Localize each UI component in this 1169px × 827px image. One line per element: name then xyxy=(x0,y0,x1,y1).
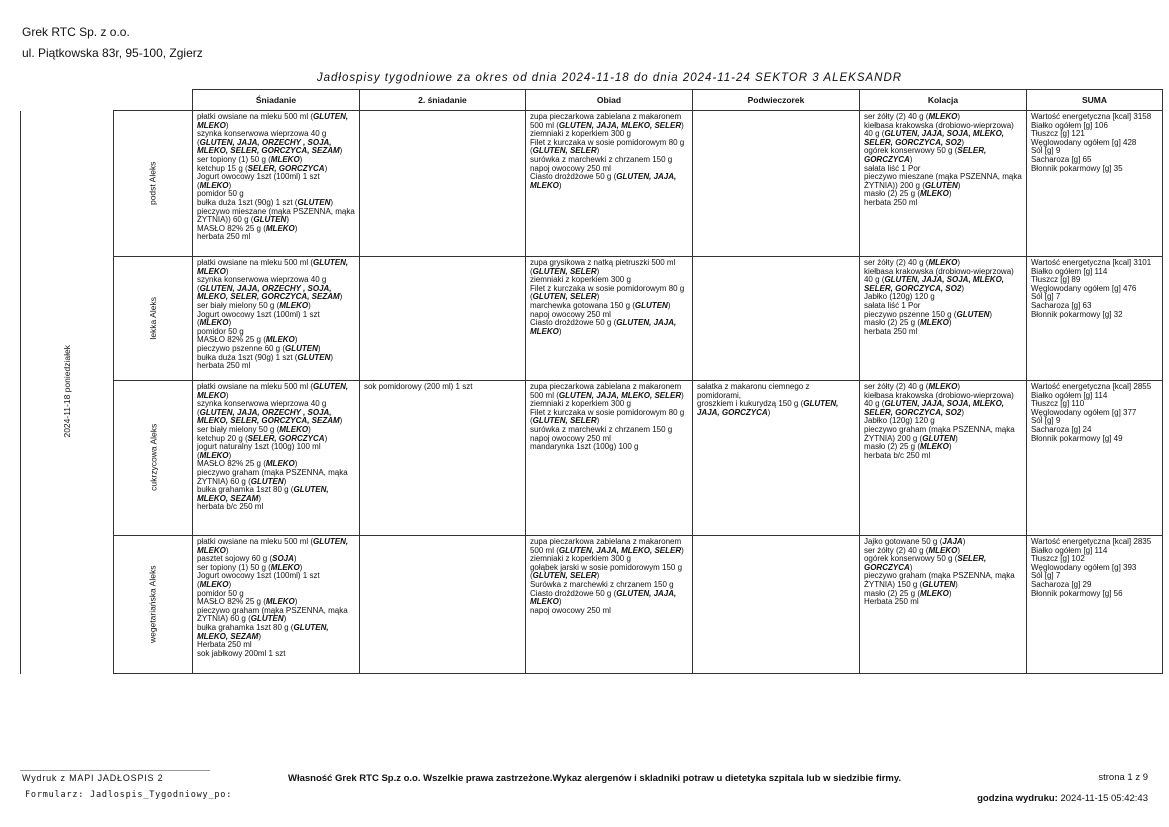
menu-line: szynka konserwowa wieprzowa 40 g xyxy=(196,275,327,285)
menu-line: (GLUTEN, SELER) xyxy=(529,146,600,156)
menu-line: Filet z kurczaka w sosie pomidorowym 80 g xyxy=(529,283,685,293)
menu-line: Sól [g] 7 xyxy=(1030,292,1061,302)
menu-line: sok pomidorowy (200 ml) 1 szt xyxy=(363,382,473,391)
menu-line: Błonnik pokarmowy [g] 56 xyxy=(1030,588,1123,598)
menu-line: Błonnik pokarmowy [g] 49 xyxy=(1030,433,1123,443)
menu-line: 500 ml (GLUTEN, JAJA, MLEKO, SELER) xyxy=(529,390,684,400)
menu-line: szynka konserwowa wieprzowa 40 g xyxy=(196,399,327,409)
menu-line: ŻYTNIA)) 60 g (GLUTEN) xyxy=(196,215,289,225)
meal-kolacja xyxy=(859,257,1026,381)
menu-line: ŻYTNIA) 200 g (GLUTEN) xyxy=(863,433,958,443)
menu-line: pomidor 50 g xyxy=(196,189,244,199)
menu-line: bułka duża 1szt (90g) 1 szt (GLUTEN) xyxy=(196,197,334,207)
menu-line: masło (2) 25 g (MLEKO) xyxy=(863,189,952,199)
menu-line: MLEKO) xyxy=(196,266,229,276)
menu-line: MLEKO) xyxy=(529,597,562,607)
menu-line: (GLUTEN, SELER) xyxy=(529,416,600,426)
diet-cell xyxy=(114,111,193,257)
menu-line: MLEKO) xyxy=(196,120,229,130)
menu-line: Błonnik pokarmowy [g] 35 xyxy=(1030,163,1123,173)
diet-name: podst Aleks xyxy=(147,161,158,205)
menu-line: MLEKO) xyxy=(196,390,229,400)
menu-line: masło (2) 25 g (MLEKO) xyxy=(863,318,952,328)
menu-line: Tłuszcz [g] 89 xyxy=(1030,275,1081,285)
menu-line: ŻYTNIA) 60 g (GLUTEN) xyxy=(196,614,287,624)
menu-table xyxy=(20,89,1163,674)
menu-line: SELER, GORCZYCA, SO2) xyxy=(863,283,964,293)
menu-line: Białko ogółem [g] 106 xyxy=(1030,120,1108,130)
diet-cell xyxy=(114,536,193,674)
menu-line: pieczywo pszenne 60 g (GLUTEN) xyxy=(196,343,321,353)
menu-line: 40 g (GLUTEN, JAJA, SOJA, MLEKO, xyxy=(863,129,1005,139)
meal-suma xyxy=(1026,536,1162,674)
menu-line: herbata b/c 250 ml xyxy=(863,450,931,460)
meal-drugie-sniadanie xyxy=(359,381,525,536)
menu-line: bułka grahamka 1szt 80 g (GLUTEN, xyxy=(196,485,329,495)
menu-line: SELER, GORCZYCA, SO2) xyxy=(863,137,964,147)
company-name: Grek RTC Sp. z o.o. xyxy=(22,25,130,39)
menu-line: MASŁO 82% 25 g (MLEKO) xyxy=(196,223,298,233)
menu-line: herbata 250 ml xyxy=(196,361,251,371)
menu-line: GORCZYCA) xyxy=(863,154,913,164)
meal-obiad xyxy=(525,381,692,536)
menu-line: SELER, GORCZYCA, SO2) xyxy=(863,407,964,417)
menu-line: Białko ogółem [g] 114 xyxy=(1030,545,1108,555)
menu-line: pasztet sojowy 60 g (SOJA) xyxy=(196,554,297,564)
menu-line: pieczywo pszenne 150 g (GLUTEN) xyxy=(863,309,993,319)
menu-line: ziemniaki z koperkiem 300 g xyxy=(529,554,631,564)
column-header-kolacja: Kolacja xyxy=(859,90,1026,111)
menu-line: ŻYTNIA) 150 g (GLUTEN) xyxy=(863,579,958,589)
meal-podwieczorek xyxy=(692,111,859,257)
meal-suma xyxy=(1026,111,1162,257)
menu-line: ŻYTNIA)) 200 g (GLUTEN) xyxy=(863,180,961,190)
column-header-suma: SUMA xyxy=(1026,90,1162,111)
menu-line: Filet z kurczaka w sosie pomidorowym 80 g xyxy=(529,137,685,147)
menu-line: zupa pieczarkowa zabielana z makaronem xyxy=(529,112,682,121)
meal-obiad xyxy=(525,257,692,381)
menu-line: ser żółty (2) 40 g (MLEKO) xyxy=(863,545,960,555)
menu-line: płatki owsiane na mleku 500 ml (GLUTEN, xyxy=(196,258,349,267)
menu-line: ketchup 15 g (SELER, GORCZYCA) xyxy=(196,163,328,173)
menu-line: Jogurt owocowy 1szt (100ml) 1 szt (MLEKO) xyxy=(196,309,320,328)
menu-line: (MLEKO) xyxy=(196,450,232,460)
footer-source: Wydruk z MAPI JADŁOSPIS 2 xyxy=(22,773,164,783)
menu-line: herbata 250 ml xyxy=(863,197,918,207)
diet-name: cukrzycowa Aleks xyxy=(147,423,158,492)
meal-kolacja xyxy=(859,111,1026,257)
menu-line: MLEKO, SELER, GORCZYCA, SEZAM) xyxy=(196,416,343,426)
menu-line: sałatka z makaronu ciemnego z pomidorami, xyxy=(696,382,810,400)
menu-line: płatki owsiane na mleku 500 ml (GLUTEN, xyxy=(196,382,349,391)
menu-line: Sól [g] 7 xyxy=(1030,571,1061,581)
meal-podwieczorek xyxy=(692,257,859,381)
diet-row xyxy=(21,536,1163,674)
menu-line: ogórek konserwowy 50 g (SELER, xyxy=(863,554,987,564)
menu-line: Sacharoza [g] 65 xyxy=(1030,154,1092,164)
menu-line: Surówka z marchewki z chrzanem 150 g xyxy=(529,579,674,589)
menu-line: Herbata 250 ml xyxy=(863,597,919,607)
diet-cell xyxy=(114,381,193,536)
menu-line: MLEKO, SEZAM) xyxy=(196,631,261,641)
menu-line: Jabłko (120g) 120 g xyxy=(863,292,935,302)
menu-line: napoj owocowy 250 ml xyxy=(529,163,611,173)
menu-line: Tłuszcz [g] 102 xyxy=(1030,554,1085,564)
header-blank xyxy=(21,90,114,111)
print-time-value: 2024-11-15 05:42:43 xyxy=(1060,793,1148,804)
menu-line: Tłuszcz [g] 121 xyxy=(1030,129,1085,139)
footer-form: Formularz: Jadlospis_Tygodniowy_po: xyxy=(25,790,233,800)
menu-line: Jabłko (120g) 120 g xyxy=(863,416,935,426)
menu-line: Sacharoza [g] 24 xyxy=(1030,424,1092,434)
menu-line: JAJA, GORCZYCA) xyxy=(696,407,771,417)
menu-line: ziemniaki z koperkiem 300 g xyxy=(529,399,631,409)
meal-obiad xyxy=(525,111,692,257)
diet-name: lekka Aleks xyxy=(147,296,158,340)
menu-line: (GLUTEN, SELER) xyxy=(529,571,600,581)
menu-line: (GLUTEN, JAJA, ORZECHY , SOJA, xyxy=(196,283,332,293)
menu-line: sałata liść 1 Por xyxy=(863,163,921,173)
menu-line: Węglowodany ogółem [g] 476 xyxy=(1030,283,1137,293)
menu-line: MLEKO) xyxy=(529,180,562,190)
menu-line: ŻYTNIA) 60 g (GLUTEN) xyxy=(196,476,287,486)
menu-line: (GLUTEN, JAJA, ORZECHY , SOJA, xyxy=(196,407,332,417)
diet-row xyxy=(21,381,1163,536)
meal-drugie-sniadanie xyxy=(359,257,525,381)
menu-line: Jajko gotowane 50 g (JAJA) xyxy=(863,537,966,546)
diet-cell xyxy=(114,257,193,381)
menu-line: MASŁO 82% 25 g (MLEKO) xyxy=(196,459,298,469)
menu-line: napoj owocowy 250 ml xyxy=(529,309,611,319)
header-row xyxy=(21,90,1163,111)
company-address: ul. Piątkowska 83r, 95-100, Zgierz xyxy=(22,46,203,60)
menu-line: zupa grysikowa z natką pietruszki 500 ml xyxy=(529,258,676,267)
column-header-obiad: Obiad xyxy=(525,90,692,111)
meal-sniadanie xyxy=(192,381,359,536)
print-time xyxy=(977,793,1148,804)
column-header-drugie-sniadanie: 2. śniadanie xyxy=(359,90,525,111)
menu-line: gołąbek jarski w sosie pomidorowym 150 g xyxy=(529,562,683,572)
menu-line: ser żółty (2) 40 g (MLEKO) xyxy=(863,382,960,391)
menu-line: ogórek konserwowy 50 g (SELER, xyxy=(863,146,987,156)
menu-line: MLEKO, SELER, GORCZYCA, SEZAM) xyxy=(196,292,343,302)
menu-line: Jogurt owocowy 1szt (100ml) 1 szt (MLEKO) xyxy=(196,571,320,589)
footer-divider xyxy=(20,770,210,771)
menu-line: bułka duża 1szt (90g) 1 szt (GLUTEN) xyxy=(196,352,334,362)
menu-line: Wartość energetyczna [kcal] 2835 xyxy=(1030,537,1152,546)
menu-line: Wartość energetyczna [kcal] 3101 xyxy=(1030,258,1152,267)
menu-line: pomidor 50 g xyxy=(196,588,244,598)
date-cell xyxy=(21,111,114,674)
menu-line: pieczywo graham (mąka PSZENNA, mąka xyxy=(863,424,1015,434)
menu-line: ser topiony (1) 50 g (MLEKO) xyxy=(196,562,303,572)
menu-line: herbata 250 ml xyxy=(196,232,251,242)
menu-line: ser biały mielony 50 g (MLEKO) xyxy=(196,424,311,434)
meal-sniadanie xyxy=(192,536,359,674)
menu-line: Węglowodany ogółem [g] 393 xyxy=(1030,562,1137,572)
menu-line: surówka z marchewki z chrzanem 150 g xyxy=(529,424,673,434)
menu-line: pieczywo graham (mąka PSZENNA, mąka xyxy=(196,467,348,477)
meal-sniadanie xyxy=(192,111,359,257)
document-title: Jadłospisy tygodniowe za okres od dnia 2024-11-18 do dnia 2024-11-24 SEKTOR 3 ALEKSANDR xyxy=(316,72,903,84)
meal-kolacja xyxy=(859,536,1026,674)
menu-line: MLEKO) xyxy=(529,326,562,336)
menu-line: masło (2) 25 g (MLEKO) xyxy=(863,588,952,598)
menu-line: płatki owsiane na mleku 500 ml (GLUTEN, xyxy=(196,112,349,121)
menu-line: płatki owsiane na mleku 500 ml (GLUTEN, xyxy=(196,537,349,546)
menu-line: zupa pieczarkowa zabielana z makaronem xyxy=(529,382,682,391)
menu-line: GORCZYCA) xyxy=(863,562,913,572)
page-number: strona 1 z 9 xyxy=(1098,772,1148,783)
menu-line: marchewka gotowana 150 g (GLUTEN) xyxy=(529,300,671,310)
menu-line: Ciasto drożdżowe 50 g (GLUTEN, JAJA, xyxy=(529,588,677,598)
menu-line: masło (2) 25 g (MLEKO) xyxy=(863,442,952,452)
menu-line: Ciasto drożdżowe 50 g (GLUTEN, JAJA, xyxy=(529,318,677,328)
menu-line: Węglowodany ogółem [g] 377 xyxy=(1030,407,1137,417)
diet-row xyxy=(21,111,1163,257)
menu-line: Filet z kurczaka w sosie pomidorowym 80 g xyxy=(529,407,685,417)
meal-suma xyxy=(1026,381,1162,536)
menu-line: szynka konserwowa wieprzowa 40 g xyxy=(196,129,327,139)
menu-line: MLEKO) xyxy=(196,545,229,555)
menu-line: Wartość energetyczna [kcal] 2855 xyxy=(1030,382,1152,391)
menu-line: Sacharoza [g] 29 xyxy=(1030,579,1092,589)
menu-line: kiełbasa krakowska (drobiowo-wieprzowa) xyxy=(863,120,1014,130)
menu-line: Herbata 250 ml xyxy=(196,640,252,650)
menu-line: 40 g (GLUTEN, JAJA, SOJA, MLEKO, xyxy=(863,275,1005,285)
menu-line: ziemniaki z koperkiem 300 g xyxy=(529,129,631,139)
menu-line: kiełbasa krakowska (drobiowo-wieprzowa) xyxy=(863,266,1014,276)
meal-drugie-sniadanie xyxy=(359,111,525,257)
menu-line: pieczywo graham (mąka PSZENNA, mąka xyxy=(196,605,348,615)
menu-line: 500 ml (GLUTEN, JAJA, MLEKO, SELER) xyxy=(529,120,684,130)
menu-line: groszkiem i kukurydzą 150 g (GLUTEN, xyxy=(696,399,839,409)
diet-name: wegetariańska Aleks xyxy=(147,565,158,643)
menu-line: Białko ogółem [g] 114 xyxy=(1030,390,1108,400)
menu-line: MLEKO, SEZAM) xyxy=(196,493,261,503)
menu-line: ser żółty (2) 40 g (MLEKO) xyxy=(863,258,960,267)
menu-line: bułka grahamka 1szt 80 g (GLUTEN, xyxy=(196,622,329,632)
menu-line: 500 ml (GLUTEN, JAJA, MLEKO, SELER) xyxy=(529,545,684,555)
menu-line: ser żółty (2) 40 g (MLEKO) xyxy=(863,112,960,121)
menu-line: ziemniaki z koperkiem 300 g xyxy=(529,275,631,285)
meal-drugie-sniadanie xyxy=(359,536,525,674)
menu-line: Błonnik pokarmowy [g] 32 xyxy=(1030,309,1123,319)
menu-line: Sól [g] 9 xyxy=(1030,146,1061,156)
menu-line: pieczywo mieszane (mąka PSZENNA, mąka xyxy=(863,172,1022,182)
date-label: 2024-11-18 poniedziałek xyxy=(61,345,72,438)
column-header-podwieczorek: Podwieczorek xyxy=(692,90,859,111)
menu-line: Tłuszcz [g] 110 xyxy=(1030,399,1085,409)
menu-line: Ciasto drożdżowe 50 g (GLUTEN, JAJA, xyxy=(529,172,677,182)
menu-line: Sacharoza [g] 63 xyxy=(1030,300,1092,310)
menu-line: napoj owocowy 250 ml xyxy=(529,433,611,443)
menu-line: kiełbasa krakowska (drobiowo-wieprzowa) xyxy=(863,390,1014,400)
menu-line: (GLUTEN, SELER) xyxy=(529,266,600,276)
menu-line: ser biały mielony 50 g (MLEKO) xyxy=(196,300,311,310)
menu-line: pomidor 50 g xyxy=(196,326,244,336)
menu-line: ketchup 20 g (SELER, GORCZYCA) xyxy=(196,433,328,443)
menu-line: napoj owocowy 250 ml xyxy=(529,605,611,615)
menu-line: herbata 250 ml xyxy=(863,326,918,336)
meal-podwieczorek xyxy=(692,381,859,536)
menu-line: mandarynka 1szt (100g) 100 g xyxy=(529,442,639,452)
menu-line: MASŁO 82% 25 g (MLEKO) xyxy=(196,597,298,607)
menu-line: sałata liść 1 Por xyxy=(863,300,921,310)
menu-line: MASŁO 82% 25 g (MLEKO) xyxy=(196,335,298,345)
menu-line: Węglowodany ogółem [g] 428 xyxy=(1030,137,1137,147)
menu-line: jogurt naturalny 1szt (100g) 100 ml xyxy=(196,442,321,452)
meal-podwieczorek xyxy=(692,536,859,674)
menu-line: zupa pieczarkowa zabielana z makaronem xyxy=(529,537,682,546)
menu-line: Białko ogółem [g] 114 xyxy=(1030,266,1108,276)
company-info xyxy=(22,22,203,64)
menu-line: herbata b/c 250 ml xyxy=(196,502,264,512)
meal-sniadanie xyxy=(192,257,359,381)
diet-row xyxy=(21,257,1163,381)
menu-line: Jogurt owocowy 1szt (100ml) 1 szt (MLEKO) xyxy=(196,172,320,190)
menu-line: (GLUTEN, JAJA, ORZECHY , SOJA, xyxy=(196,137,332,147)
menu-line: MLEKO, SELER, GORCZYCA, SEZAM) xyxy=(196,146,343,156)
menu-line: sok jabłkowy 200ml 1 szt xyxy=(196,648,286,658)
menu-line: ser topiony (1) 50 g (MLEKO) xyxy=(196,154,303,164)
print-time-label: godzina wydruku: xyxy=(977,793,1058,804)
menu-line: Wartość energetyczna [kcal] 3158 xyxy=(1030,112,1152,121)
menu-line: Sól [g] 9 xyxy=(1030,416,1061,426)
meal-kolacja xyxy=(859,381,1026,536)
menu-line: pieczywo graham (mąka PSZENNA, mąka xyxy=(863,571,1015,581)
menu-line: pieczywo mieszane (mąka PSZENNA, mąka xyxy=(196,206,355,216)
menu-line: 40 g (GLUTEN, JAJA, SOJA, MLEKO, xyxy=(863,399,1005,409)
meal-suma xyxy=(1026,257,1162,381)
column-header-sniadanie: Śniadanie xyxy=(192,90,359,111)
menu-line: surówka z marchewki z chrzanem 150 g xyxy=(529,154,673,164)
header-blank xyxy=(114,90,193,111)
meal-obiad xyxy=(525,536,692,674)
footer-copyright: Własność Grek RTC Sp.z o.o. Wszelkie prawa zastrzeżone.Wykaz alergenów i skladniki potraw u dietetyka szpitala lub w siedzibie firmy. xyxy=(288,773,902,784)
menu-line: (GLUTEN, SELER) xyxy=(529,292,600,302)
